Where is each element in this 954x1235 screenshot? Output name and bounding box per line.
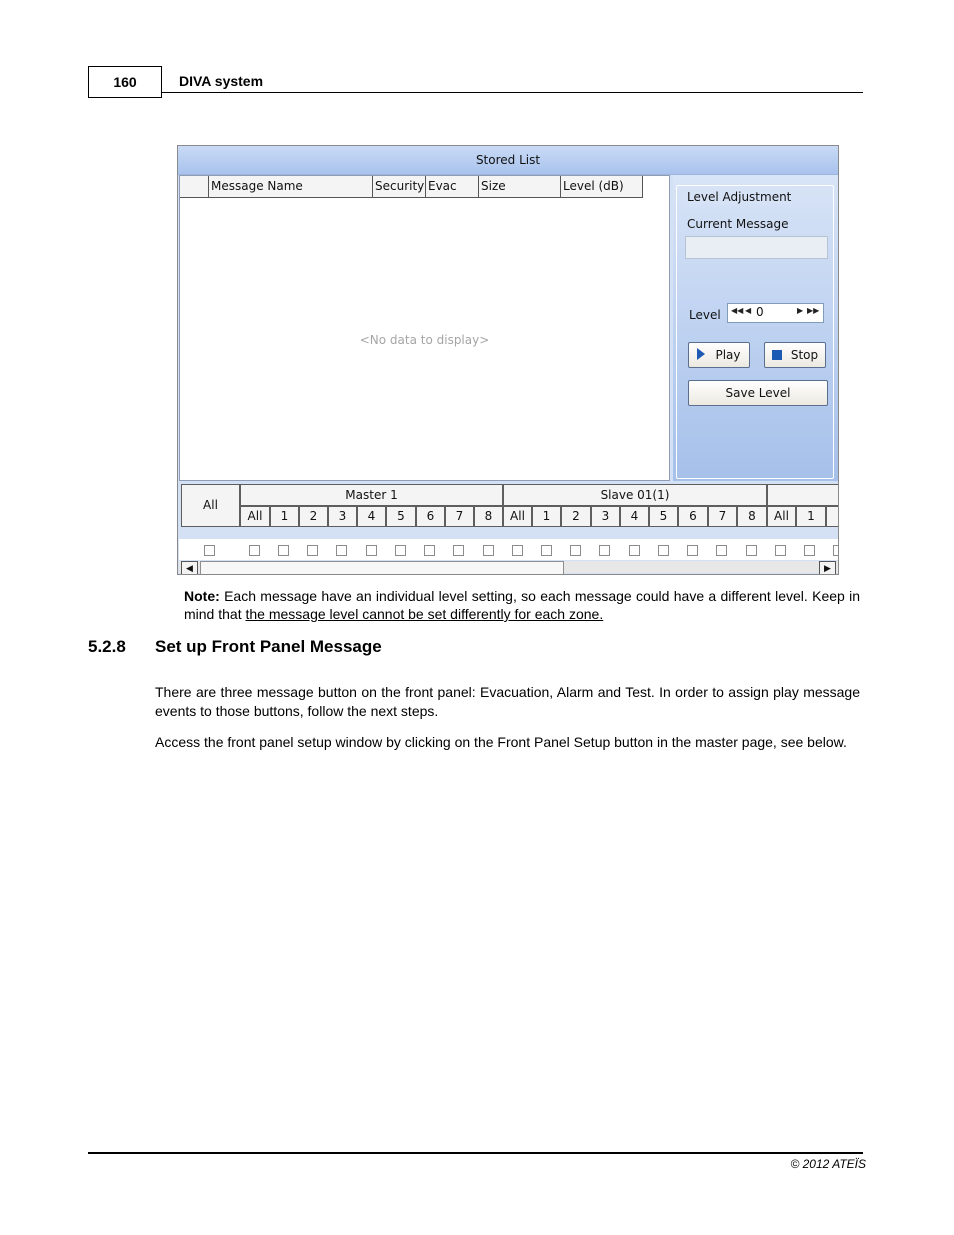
zone-col-slave-all[interactable]: All [503,506,532,527]
zone-col-slave-1[interactable]: 1 [532,506,561,527]
zone-col-next-1[interactable]: 1 [796,506,826,527]
zone-checkbox[interactable] [746,545,757,556]
scroll-left-icon[interactable]: ◀ [181,561,198,574]
column-header-size[interactable]: Size [479,176,561,198]
zone-col-master-1[interactable]: 1 [270,506,299,527]
note-text: Each message have an individual level setting, so each message could have a different level. Keep in mind that [184,588,860,622]
zone-col-master-6[interactable]: 6 [416,506,445,527]
zone-checkbox[interactable] [716,545,727,556]
play-label: Play [715,348,741,362]
level-label: Level [689,308,721,322]
section-title: Set up Front Panel Message [155,637,382,656]
zone-col-slave-5[interactable]: 5 [649,506,678,527]
zone-checkbox[interactable] [599,545,610,556]
zone-group-master-1: Master 1 [240,484,503,506]
zone-col-slave-8[interactable]: 8 [737,506,767,527]
zone-checkbox[interactable] [775,545,786,556]
zone-col-master-4[interactable]: 4 [357,506,386,527]
zone-col-master-2[interactable]: 2 [299,506,328,527]
play-icon [697,348,705,360]
zone-col-slave-7[interactable]: 7 [708,506,737,527]
zone-checkbox[interactable] [453,545,464,556]
zone-checkbox[interactable] [804,545,815,556]
save-level-button[interactable]: Save Level [688,380,828,406]
spin-right-icon[interactable]: ▶ [797,306,804,315]
zone-col-slave-4[interactable]: 4 [620,506,649,527]
play-button[interactable] [688,342,750,368]
zone-col-master-all[interactable]: All [240,506,270,527]
zone-checkbox-row [179,539,838,560]
column-header-evac[interactable]: Evac [426,176,479,198]
body-paragraph: There are three message button on the front panel: Evacuation, Alarm and Test. In order to assign play message events to those buttons, follow the next steps. [155,684,860,719]
stored-list-grid[interactable] [179,175,670,481]
header-rule [162,92,863,93]
body-paragraph: Access the front panel setup window by clicking on the Front Panel Setup button in the master page, see below. [155,734,847,750]
spin-left-icon[interactable]: ◀ [745,306,752,315]
level-spinner[interactable] [727,303,824,323]
zone-checkbox[interactable] [366,545,377,556]
zone-group-slave-01: Slave 01(1) [503,484,767,506]
horizontal-scrollbar[interactable] [179,561,838,573]
zone-checkbox[interactable] [204,545,215,556]
scroll-right-icon[interactable]: ▶ [819,561,836,574]
zone-col-slave-3[interactable]: 3 [591,506,620,527]
zone-checkbox[interactable] [278,545,289,556]
level-adjustment-legend: Level Adjustment [687,190,792,204]
zone-checkbox[interactable] [249,545,260,556]
current-message-field[interactable] [685,236,828,259]
footer-rule [88,1152,863,1154]
zone-col-next-all[interactable]: All [767,506,796,527]
zone-col-master-5[interactable]: 5 [386,506,416,527]
footer-copyright: © 2012 ATEÏS [790,1157,866,1171]
zone-all-header[interactable]: All [181,484,240,527]
zone-col-master-8[interactable]: 8 [474,506,503,527]
zone-col-master-3[interactable]: 3 [328,506,357,527]
zone-col-slave-2[interactable]: 2 [561,506,591,527]
zone-checkbox[interactable] [483,545,494,556]
zone-col-slave-6[interactable]: 6 [678,506,708,527]
zone-col-next-partial [826,506,838,527]
level-value: 0 [756,305,764,319]
spin-fast-right-icon[interactable]: ▶▶ [807,306,820,315]
zone-checkbox[interactable] [395,545,406,556]
zone-col-master-7[interactable]: 7 [445,506,474,527]
zone-checkbox[interactable] [512,545,523,556]
zone-checkbox[interactable] [658,545,669,556]
document-title: DIVA system [179,73,264,89]
stored-list-screenshot [177,145,839,575]
note-label: Note: [184,588,220,604]
zone-checkbox[interactable] [424,545,435,556]
row-indicator-header [180,176,209,198]
scrollbar-thumb[interactable] [200,561,564,574]
zone-checkbox[interactable] [336,545,347,556]
note-underlined-text: the message level cannot be set differently for each zone. [245,606,604,622]
zone-checkbox[interactable] [833,545,838,556]
stop-icon [772,350,782,360]
zone-selection-grid [179,482,838,574]
level-adjustment-panel [673,175,838,481]
zone-checkbox[interactable] [629,545,640,556]
note-paragraph [184,587,860,623]
zone-checkbox[interactable] [687,545,698,556]
column-header-message-name[interactable]: Message Name [209,176,373,198]
stored-list-title: Stored List [178,146,838,175]
stop-label: Stop [790,348,819,362]
zone-group-next [767,484,838,506]
zone-checkbox[interactable] [307,545,318,556]
level-adjustment-group [676,185,834,479]
section-number: 5.2.8 [88,637,126,656]
current-message-label: Current Message [687,217,789,231]
column-header-level[interactable]: Level (dB) [561,176,643,198]
zone-checkbox[interactable] [570,545,581,556]
column-header-security[interactable]: Security [373,176,426,198]
spin-fast-left-icon[interactable]: ◀◀ [731,306,744,315]
zone-checkbox[interactable] [541,545,552,556]
no-data-placeholder: <No data to display> [359,333,490,347]
stop-button[interactable] [764,342,826,368]
page-number: 160 [88,66,162,98]
